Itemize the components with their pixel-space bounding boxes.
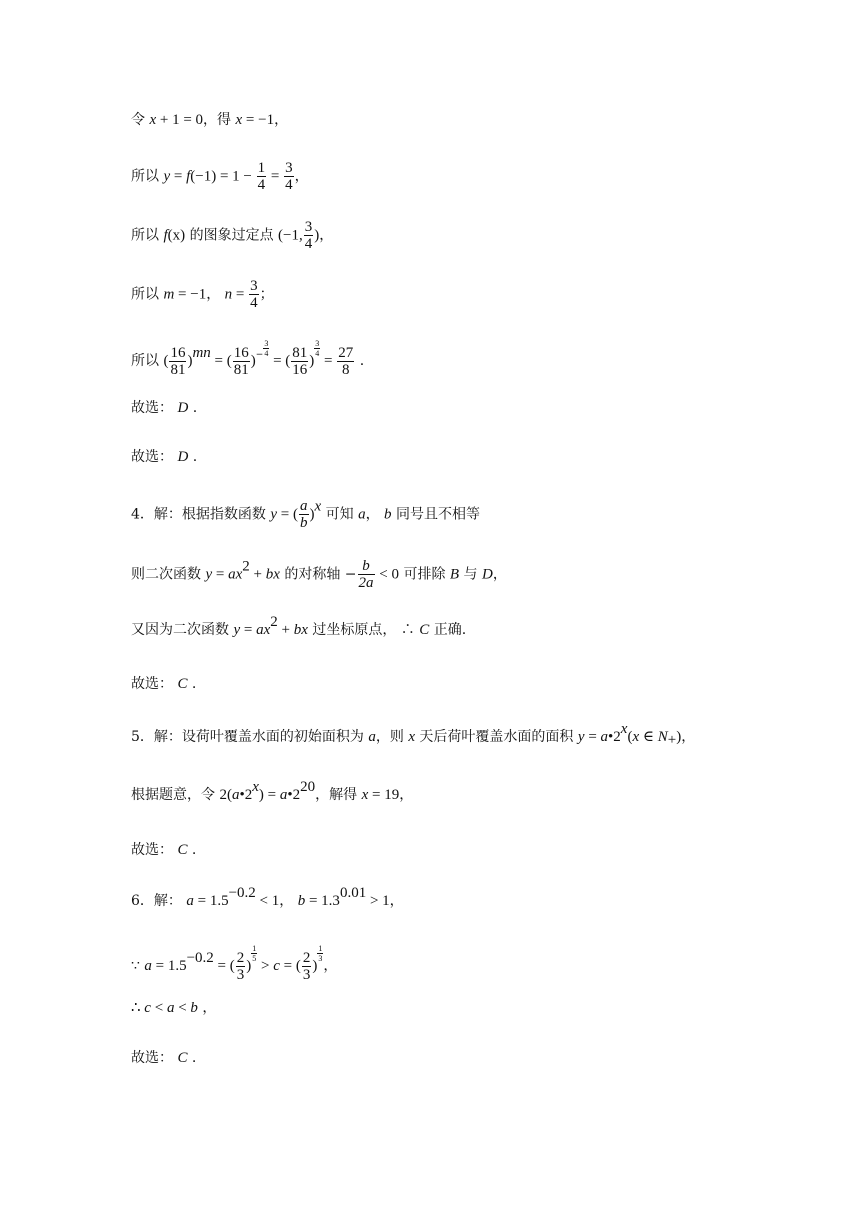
math-token: . bbox=[187, 1050, 197, 1066]
math-token: 2 bbox=[302, 949, 311, 966]
solution-line bbox=[131, 944, 337, 983]
math-token: 4 bbox=[285, 177, 293, 193]
math-token: 81 bbox=[292, 344, 308, 361]
math-token: 3 bbox=[236, 966, 245, 983]
math-token: ∴ bbox=[131, 1000, 145, 1016]
math-token: 3 bbox=[302, 966, 311, 983]
math-token: ， bbox=[399, 787, 414, 803]
math-token: y bbox=[233, 622, 241, 638]
math-token: = bbox=[212, 566, 229, 583]
math-token: < bbox=[174, 1000, 191, 1016]
fraction bbox=[257, 160, 267, 193]
math-token: < bbox=[150, 1000, 167, 1016]
math-token: D bbox=[177, 449, 189, 465]
math-token: 则二次函数 bbox=[131, 566, 206, 583]
math-token: ， bbox=[274, 112, 289, 128]
math-token: ， bbox=[294, 168, 309, 185]
math-token: 16 bbox=[292, 361, 308, 378]
fraction bbox=[169, 345, 186, 378]
math-token: = bbox=[584, 729, 601, 745]
math-token: 令 bbox=[131, 112, 150, 128]
math-token: (−1, bbox=[278, 227, 303, 244]
math-token: ∵ bbox=[131, 958, 145, 974]
math-token: = ( bbox=[277, 506, 298, 523]
math-token: •2 bbox=[287, 787, 301, 803]
math-token: ，得 bbox=[203, 112, 236, 128]
math-token: 天后荷叶覆盖水面的面积 bbox=[414, 729, 578, 745]
solution-line bbox=[131, 779, 414, 805]
solution-line bbox=[131, 840, 196, 860]
math-token: mn bbox=[192, 345, 211, 361]
math-token: ) bbox=[314, 227, 320, 244]
math-token: a bbox=[358, 506, 366, 523]
math-token: = 1.5 bbox=[193, 893, 229, 909]
math-token: 2 bbox=[242, 558, 250, 575]
solution-line bbox=[131, 558, 507, 591]
math-token: ， bbox=[197, 1000, 217, 1016]
solution-line bbox=[131, 498, 480, 531]
math-token: a bbox=[279, 787, 288, 803]
math-token: y bbox=[205, 566, 213, 583]
math-token: ( bbox=[627, 729, 633, 745]
math-token: = −1 bbox=[174, 286, 207, 303]
math-token: 故选： bbox=[131, 400, 178, 416]
math-token: b bbox=[293, 622, 302, 638]
math-token: 所以 bbox=[131, 168, 164, 185]
math-token: < 1 bbox=[255, 893, 280, 909]
math-token: x bbox=[263, 622, 271, 638]
math-token: a bbox=[256, 622, 264, 638]
math-token: b bbox=[190, 1000, 198, 1016]
math-token: ，解得 bbox=[315, 787, 362, 803]
math-token: 4 bbox=[304, 236, 313, 252]
math-token: ) bbox=[250, 353, 256, 369]
math-token: x bbox=[632, 729, 640, 745]
math-token: + bbox=[277, 622, 294, 638]
math-token: = bbox=[320, 353, 337, 369]
math-token: 故选： bbox=[131, 449, 178, 465]
math-token: x bbox=[235, 566, 243, 583]
math-token: = bbox=[232, 286, 249, 303]
math-token: 2 bbox=[236, 949, 245, 966]
math-token: . bbox=[188, 449, 198, 465]
math-token: y bbox=[163, 168, 171, 185]
fraction bbox=[233, 345, 250, 378]
math-token: 故选： bbox=[131, 676, 178, 692]
math-token: ∈ bbox=[639, 729, 658, 745]
math-token: a bbox=[231, 787, 240, 803]
math-token: N bbox=[657, 729, 668, 745]
math-token: 又因为二次函数 bbox=[131, 622, 234, 638]
math-token: + 1 = 0 bbox=[156, 112, 204, 128]
math-token: 20 bbox=[300, 779, 316, 795]
math-token: 4 bbox=[264, 349, 269, 358]
math-token: 所以 bbox=[131, 227, 164, 244]
math-token: b bbox=[265, 566, 274, 583]
math-token: 27 bbox=[338, 344, 354, 361]
math-token: ， bbox=[206, 286, 225, 303]
math-token: b bbox=[297, 893, 306, 909]
fraction bbox=[236, 950, 246, 983]
math-token: 3 bbox=[315, 339, 320, 348]
math-token: 的图象过定点 bbox=[185, 227, 279, 244]
solution-line bbox=[131, 110, 288, 130]
math-token: 1 bbox=[257, 160, 266, 176]
math-token: ，则 bbox=[375, 729, 409, 745]
math-token: b bbox=[300, 515, 308, 531]
math-token: 4 bbox=[315, 349, 320, 358]
math-token: 故选： bbox=[131, 842, 178, 858]
math-token: 5．解：设荷叶覆盖水面的初始面积为 bbox=[131, 729, 369, 745]
math-token: a bbox=[144, 958, 152, 974]
math-token: = −1 bbox=[242, 112, 275, 128]
solution-line bbox=[131, 885, 404, 911]
math-token: C bbox=[177, 1050, 188, 1066]
math-token: ， bbox=[323, 958, 338, 974]
solution-line bbox=[131, 1048, 196, 1068]
math-token: 4 bbox=[257, 177, 266, 193]
math-token: 81 bbox=[170, 361, 186, 378]
math-token: = bbox=[267, 168, 284, 185]
math-token: 16 bbox=[170, 344, 186, 361]
math-token: = 1.5 bbox=[151, 958, 187, 974]
math-token: ， bbox=[365, 506, 385, 523]
math-token: 4．解：根据指数函数 bbox=[131, 506, 271, 523]
fraction bbox=[299, 498, 309, 531]
math-token: y bbox=[577, 729, 585, 745]
math-token: 所以 bbox=[131, 286, 164, 303]
math-token: a bbox=[600, 729, 609, 745]
math-token: ， bbox=[279, 893, 298, 909]
math-token: = ( bbox=[279, 958, 301, 974]
math-token: > bbox=[257, 958, 274, 974]
math-token: . bbox=[355, 353, 365, 369]
math-token: •2 bbox=[239, 787, 253, 803]
math-token: 可排除 bbox=[399, 566, 450, 583]
math-token: a bbox=[300, 498, 308, 514]
math-token: n bbox=[224, 286, 233, 303]
math-token: 2 bbox=[270, 614, 278, 630]
math-token: − bbox=[255, 350, 264, 360]
math-token: •2 bbox=[608, 729, 621, 745]
math-token: 4 bbox=[250, 295, 258, 311]
math-token: . bbox=[187, 842, 197, 858]
math-token: 正确. bbox=[429, 622, 467, 638]
solution-line bbox=[131, 614, 467, 640]
fraction bbox=[304, 219, 314, 252]
math-token: a bbox=[186, 893, 194, 909]
math-token: 1 bbox=[318, 944, 323, 953]
math-token: = bbox=[210, 353, 227, 369]
math-token: . bbox=[187, 676, 197, 692]
fraction bbox=[337, 345, 354, 378]
math-token: 2( bbox=[219, 787, 232, 803]
math-token: (−1) = 1 − bbox=[190, 168, 256, 185]
math-token: = ( bbox=[213, 958, 235, 974]
math-token: 8 bbox=[342, 361, 350, 378]
math-token: 16 bbox=[233, 344, 249, 361]
math-token: f bbox=[163, 227, 168, 244]
math-token: f bbox=[186, 168, 191, 185]
fraction bbox=[284, 160, 294, 193]
math-token: ， bbox=[319, 227, 334, 244]
solution-line bbox=[131, 721, 696, 748]
math-token: x bbox=[314, 498, 322, 515]
math-token: 3 bbox=[285, 160, 293, 176]
math-token: x bbox=[620, 721, 628, 737]
math-token: ( bbox=[163, 353, 169, 369]
math-token: 3 bbox=[318, 954, 323, 963]
math-token: 根据题意，令 bbox=[131, 787, 220, 803]
fraction bbox=[358, 558, 375, 591]
math-token: = 19 bbox=[368, 787, 400, 803]
math-token: 5 bbox=[252, 954, 257, 963]
math-token: ， bbox=[492, 566, 507, 583]
math-token: 0.01 bbox=[339, 885, 367, 901]
solution-line bbox=[131, 998, 216, 1018]
math-token: = bbox=[240, 622, 257, 638]
math-token: 3 bbox=[264, 339, 269, 348]
math-token: x bbox=[361, 787, 369, 803]
math-token: + bbox=[249, 566, 266, 583]
math-token: ； bbox=[259, 286, 274, 303]
fraction bbox=[302, 950, 312, 983]
math-token: ， bbox=[681, 729, 696, 745]
math-token: x bbox=[301, 622, 308, 638]
math-token: = bbox=[170, 168, 187, 185]
math-token: x bbox=[252, 779, 259, 795]
math-token: C bbox=[419, 622, 430, 638]
math-token: D bbox=[482, 566, 493, 583]
math-token: −0.2 bbox=[186, 950, 214, 966]
math-token: b bbox=[384, 506, 392, 523]
math-token: 所以 bbox=[131, 353, 164, 369]
math-token: ) bbox=[676, 729, 682, 745]
math-token: a bbox=[166, 1000, 175, 1016]
math-token: ( bbox=[285, 353, 291, 369]
math-token: x bbox=[273, 566, 280, 583]
math-token: 6．解： bbox=[131, 893, 187, 909]
math-token: x bbox=[408, 729, 415, 745]
math-token: ) bbox=[309, 353, 315, 369]
math-token: a bbox=[368, 729, 376, 745]
math-token: ( bbox=[226, 353, 232, 369]
math-token: 的对称轴 − bbox=[279, 566, 357, 583]
math-token: 故选： bbox=[131, 1050, 178, 1066]
solution-line bbox=[131, 278, 274, 311]
math-token: 2a bbox=[358, 575, 374, 591]
math-token: x bbox=[235, 112, 243, 128]
math-token: = 1.3 bbox=[305, 893, 340, 909]
math-token: 同号且不相等 bbox=[391, 506, 480, 523]
math-token: a bbox=[228, 566, 236, 583]
math-token: . bbox=[188, 400, 198, 416]
solution-line bbox=[131, 447, 197, 467]
math-token: 3 bbox=[250, 278, 258, 294]
fraction bbox=[249, 278, 259, 311]
math-token: ) bbox=[312, 958, 318, 974]
math-token: (x) bbox=[167, 227, 186, 244]
math-token: y bbox=[270, 506, 278, 523]
solution-line bbox=[131, 339, 364, 378]
math-token: ) = bbox=[258, 787, 280, 803]
solution-line bbox=[131, 398, 197, 418]
math-token: −0.2 bbox=[228, 885, 256, 901]
math-token: 过坐标原点， ∴ bbox=[307, 622, 420, 638]
math-token: C bbox=[177, 676, 188, 692]
math-token: 1 bbox=[252, 944, 257, 953]
math-token: = bbox=[269, 353, 286, 369]
math-token: b bbox=[358, 558, 375, 575]
solution-line bbox=[131, 160, 309, 193]
math-token: 可知 bbox=[321, 506, 359, 523]
math-token: ) bbox=[246, 958, 252, 974]
math-token: + bbox=[667, 732, 677, 748]
math-token: 81 bbox=[233, 361, 249, 378]
math-token: 3 bbox=[304, 219, 313, 235]
math-token: ) bbox=[309, 506, 315, 523]
math-token: B bbox=[449, 566, 460, 583]
math-token: 与 bbox=[459, 566, 482, 583]
solution-line bbox=[131, 674, 196, 694]
fraction bbox=[291, 345, 308, 378]
solution-line bbox=[131, 219, 333, 252]
math-token: < 0 bbox=[375, 566, 400, 583]
math-token: c bbox=[144, 1000, 151, 1016]
math-token: > 1 bbox=[366, 893, 390, 909]
math-token: x bbox=[149, 112, 157, 128]
math-token: C bbox=[177, 842, 188, 858]
math-token: m bbox=[163, 286, 175, 303]
math-token: c bbox=[273, 958, 280, 974]
math-token: ) bbox=[187, 353, 193, 369]
math-token: D bbox=[177, 400, 189, 416]
math-token: ， bbox=[389, 893, 404, 909]
